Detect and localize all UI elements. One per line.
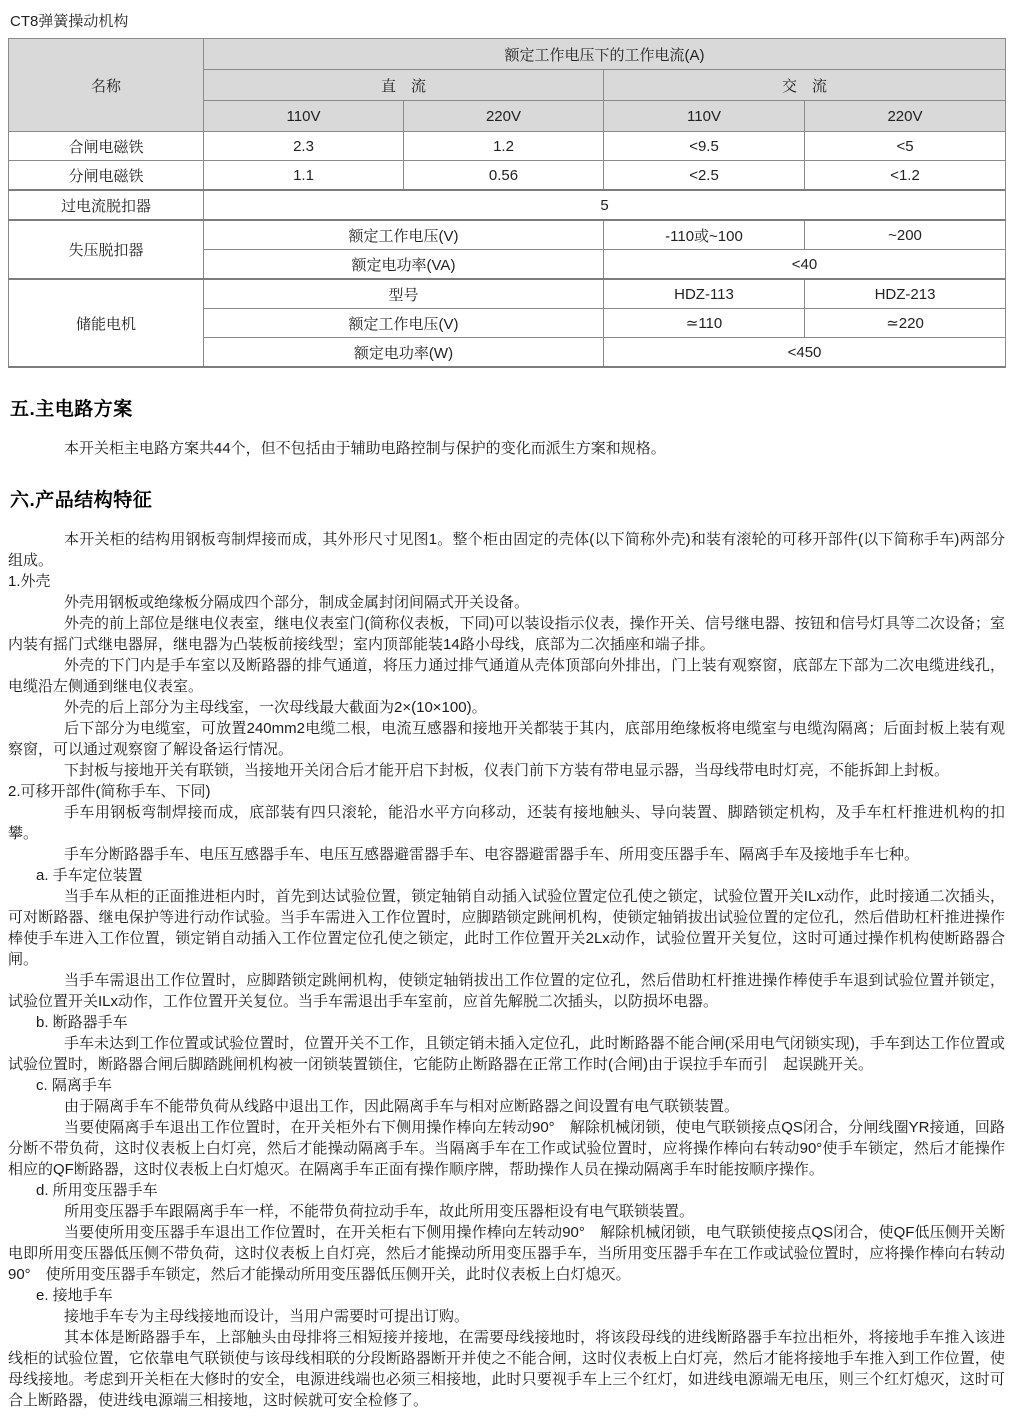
section-5-paragraph: 本开关柜主电路方案共44个，但不包括由于辅助电路控制与保护的变化而派生方案和规格。 xyxy=(64,440,666,457)
paragraph: 外壳的后上部分为主母线室，一次母线最大截面为2×(10×100)。 xyxy=(64,699,487,716)
row-label: 合闸电磁铁 xyxy=(9,132,204,161)
paragraph: 外壳用钢板或绝缘板分隔成四个部分，制成金属封闭间隔式开关设备。 xyxy=(64,594,530,611)
paragraph: 由于隔离手车不能带负荷从线路中退出工作，因此隔离手车与相对应断路器之间设置有电气联锁装置。 xyxy=(64,1098,740,1115)
col-header-dc-220v: 220V xyxy=(404,101,604,132)
table-cell: HDZ-113 xyxy=(604,279,805,309)
paragraph: 接地手车专为主母线接地而设计，当用户需要时可提出订购。 xyxy=(64,1308,470,1325)
table-cell: 型号 xyxy=(204,279,604,309)
table-row-undervoltage-release-voltage xyxy=(9,220,1006,250)
paragraph: 本开关柜的结构用钢板弯制焊接而成，其外形尺寸见图1。整个柜由固定的壳体(以下简称外壳)和装有滚轮的可移开部件(以下简称手车)两部分组成。 xyxy=(8,531,1005,569)
table-cell: 额定工作电压(V) xyxy=(204,220,604,250)
table-cell: <40 xyxy=(604,250,1006,280)
paragraph: 手车用钢板弯制焊接而成，底部装有四只滚轮，能沿水平方向移动，还装有接地触头、导向装置、脚踏锁定机构，及手车杠杆推进机构的扣攀。 xyxy=(8,804,1005,842)
list-label: 1.外壳 xyxy=(8,573,51,590)
table-cell: ≃110 xyxy=(604,309,805,338)
list-label: c. 隔离手车 xyxy=(36,1077,112,1094)
paragraph: 外壳的下门内是手车室以及断路器的排气通道，将压力通过排气通道从壳体顶部向外排出，门上装有观察窗，底部左下部为二次电缆进线孔，电缆沿左侧通到继电仪表室。 xyxy=(8,657,1005,695)
table-cell: 额定电功率(W) xyxy=(204,338,604,368)
table-cell: ≃220 xyxy=(805,309,1006,338)
col-header-dc-110v: 110V xyxy=(204,101,404,132)
table-cell: -110或~100 xyxy=(604,220,805,250)
table-cell: 1.2 xyxy=(404,132,604,161)
paragraph: 所用变压器手车跟隔离手车一样，不能带负荷拉动手车，故此所用变压器柜设有电气联锁装置。 xyxy=(64,1203,695,1220)
header-row-1 xyxy=(9,39,1006,70)
paragraph: 手车未达到工作位置或试验位置时，位置开关不工作，且锁定销未插入定位孔，此时断路器不能合闸(采用电气闭锁实现)，手车到达工作位置或试验位置时，断路器合闸后脚踏跳闸机构被一闭锁装置锁住，它能防止断路器在正常工作时(合闸)由于误拉手车而引 起误跳开关。 xyxy=(8,1035,1005,1073)
table-cell: 0.56 xyxy=(404,161,604,191)
table-cell: 额定电功率(VA) xyxy=(204,250,604,280)
table-row-storage-motor-model xyxy=(9,279,1006,309)
col-header-ac-220v: 220V xyxy=(805,101,1006,132)
list-label: 2.可移开部件(简称手车、下同) xyxy=(8,783,211,800)
table-cell: <450 xyxy=(604,338,1006,368)
list-label: a. 手车定位装置 xyxy=(36,867,143,884)
table-title: CT8弹簧操动机构 xyxy=(10,13,129,30)
table-cell: <2.5 xyxy=(604,161,805,191)
table-cell: 2.3 xyxy=(204,132,404,161)
table-cell: HDZ-213 xyxy=(805,279,1006,309)
paragraph: 下封板与接地开关有联锁，当接地开关闭合后才能开启下封板，仪表门前下方装有带电显示器，当母线带电时灯亮，不能拆卸上封板。 xyxy=(64,762,950,779)
paragraph: 当手车需退出工作位置时，应脚踏锁定跳闸机构，使锁定轴销拔出工作位置的定位孔，然后借助杠杆推进操作棒使手车退到试验位置并锁定，试验位置开关ILx动作，工作位置开关复位。当手车需退出手车室前，应首先解脱二次插头，以防损坏电器。 xyxy=(8,972,1005,1010)
table-cell: 5 xyxy=(204,190,1006,220)
table-row-opening-electromagnet xyxy=(9,161,1006,191)
list-label: b. 断路器手车 xyxy=(36,1014,128,1031)
table-cell: 1.1 xyxy=(204,161,404,191)
paragraph: 当要使隔离手车退出工作位置时，在开关柜外右下侧用操作棒向左转动90° 解除机械闭锁，使电气联锁接点QS闭合，分闸线圈YR接通，回路分断不带负荷，这时仪表板上白灯亮，然后才能操动隔离手车。当隔离手车在工作或试验位置时，应将操作棒向右转动90°使手车锁定，然后才能操作相应的QF断路器，这时仪表板上白灯熄灭。在隔离手车正面有操作顺序牌，帮助操作人员在操动隔离手车时能按顺序操作。 xyxy=(8,1119,1005,1178)
paragraph: 手车分断路器手车、电压互感器手车、电压互感器避雷器手车、电容器避雷器手车、所用变压器手车、隔离手车及接地手车七种。 xyxy=(64,846,920,863)
col-header-dc: 直 流 xyxy=(204,70,604,101)
section-6-body xyxy=(8,529,1005,1411)
list-label: d. 所用变压器手车 xyxy=(36,1182,158,1199)
section-5-heading: 五.主电路方案 xyxy=(10,399,133,420)
col-header-ac-110v: 110V xyxy=(604,101,805,132)
paragraph: 当要使所用变压器手车退出工作位置时，在开关柜右下侧用操作棒向左转动90° 解除机械闭锁，电气联锁使接点QS闭合，使QF低压侧开关断电即所用变压器低压侧不带负荷，这时仪表板上自灯亮，然后才能操动所用变压器手车，当所用变压器手车在工作或试验位置时，应将操作棒向右转动90° 使所用变压器手车锁定，然后才能操动所用变压器低压侧开关，此时仪表板上白灯熄灭。 xyxy=(8,1224,1005,1283)
row-label: 失压脱扣器 xyxy=(9,220,204,279)
row-label: 分闸电磁铁 xyxy=(9,161,204,191)
col-header-current-title: 额定工作电压下的工作电流(A) xyxy=(204,39,1006,70)
paragraph: 后下部分为电缆室，可放置240mm2电缆二根，电流互感器和接地开关都装于其内，底部用绝缘板将电缆室与电缆沟隔离；后面封板上装有观察窗，可以通过观察窗了解设备运行情况。 xyxy=(8,720,1005,758)
paragraph: 外壳的前上部位是继电仪表室，继电仪表室门(简称仪表板，下同)可以装设指示仪表，操作开关、信号继电器、按钮和信号灯具等二次设备；室内装有摇门式继电器屏，继电器为凸装板前接线型；室内顶部能装14路小母线，底部为二次插座和端子排。 xyxy=(8,615,1005,653)
list-label: e. 接地手车 xyxy=(36,1287,113,1304)
row-label: 过电流脱扣器 xyxy=(9,190,204,220)
col-header-name: 名称 xyxy=(9,39,204,132)
table-cell: <5 xyxy=(805,132,1006,161)
table-row-closing-electromagnet xyxy=(9,132,1006,161)
table-row-overcurrent-release xyxy=(9,190,1006,220)
section-6-heading: 六.产品结构特征 xyxy=(10,490,153,511)
col-header-ac: 交 流 xyxy=(604,70,1006,101)
paragraph: 其本体是断路器手车，上部触头由母排将三相短接并接地，在需要母线接地时，将该段母线的进线断路器手车拉出柜外，将接地手车推入该进线柜的试验位置，它依靠电气联锁使与该母线相联的分段断路器断开并使之不能合闸，这时仪表板上白灯亮，然后才能将接地手车推入到工作位置，使母线接地。考虑到开关柜在大修时的安全，电源进线端也必须三相接地，此时只要视手车上三个红灯，如进线电源端无电压，则三个红灯熄灭，这时可合上断路器，使进线电源端三相接地，这时候就可安全检修了。 xyxy=(8,1329,1005,1409)
row-label: 储能电机 xyxy=(9,279,204,367)
table-cell: ~200 xyxy=(805,220,1006,250)
ct8-spec-table xyxy=(8,38,1006,368)
table-cell: <9.5 xyxy=(604,132,805,161)
table-cell: <1.2 xyxy=(805,161,1006,191)
table-cell: 额定工作电压(V) xyxy=(204,309,604,338)
paragraph: 当手车从柜的正面推进柜内时，首先到达试验位置，锁定轴销自动插入试验位置定位孔使之锁定，试验位置开关ILx动作，此时接通二次插头，可对断路器、继电保护等进行动作试验。当手车需进入工作位置时，应脚踏锁定跳闸机构，使锁定轴销拔出试验位置的定位孔，然后借助杠杆推进操作棒使手车进入工作位置，锁定销自动插入工作位置定位孔使之锁定，此时工作位置开关2Lx动作，试验位置开关复位，这时可通过操作机构使断路器合闸。 xyxy=(8,888,1005,968)
